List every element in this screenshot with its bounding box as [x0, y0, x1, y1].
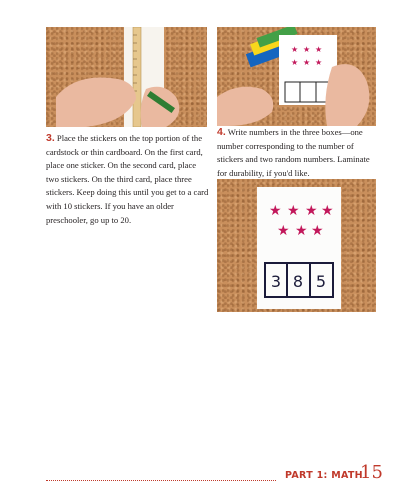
photo-sticker-cards-illustration	[217, 27, 376, 126]
step-3-instructions	[46, 132, 211, 227]
step-text: Place the stickers on the top portion of the cardstock or thin cardboard. On the first card, place one sticker. On the second card, place two stickers. On the third card, place three stickers. Keep doing this until you get to a card with 10 stickers. If you have an older preschooler, go up to 20.	[46, 133, 209, 225]
photo-measuring-cardstock	[46, 27, 207, 127]
photo-measuring-cardstock-illustration	[46, 27, 207, 127]
photo-sticker-cards	[217, 27, 376, 126]
card-number-3: 5	[315, 272, 327, 291]
svg-text:★: ★	[291, 45, 299, 54]
card-number-1: 3	[270, 272, 282, 291]
step-number: 3.	[46, 132, 55, 144]
page-number: 15	[360, 462, 383, 483]
step-number: 4.	[217, 126, 226, 138]
svg-text:★: ★	[277, 223, 290, 239]
step-text: Write numbers in the three boxes—one number corresponding to the number of stickers and two random numbers. Laminate for durability, if you'd like.	[217, 127, 370, 178]
svg-text:★: ★	[269, 203, 282, 219]
part-label: PART 1: MATH	[285, 470, 363, 481]
photo-finished-card	[217, 179, 376, 312]
svg-text:★: ★	[315, 45, 323, 54]
svg-text:★: ★	[291, 58, 299, 67]
svg-text:★: ★	[303, 58, 311, 67]
finished-card-illustration	[217, 179, 376, 312]
svg-text:★: ★	[303, 45, 311, 54]
card-number-2: 8	[292, 272, 304, 291]
svg-text:★: ★	[315, 58, 323, 67]
svg-text:★: ★	[305, 203, 318, 219]
svg-text:★: ★	[287, 203, 300, 219]
svg-text:★: ★	[295, 223, 308, 239]
step-4-instructions	[217, 126, 380, 180]
svg-text:★: ★	[321, 203, 334, 219]
svg-text:★: ★	[311, 223, 324, 239]
footer-divider	[46, 480, 276, 481]
